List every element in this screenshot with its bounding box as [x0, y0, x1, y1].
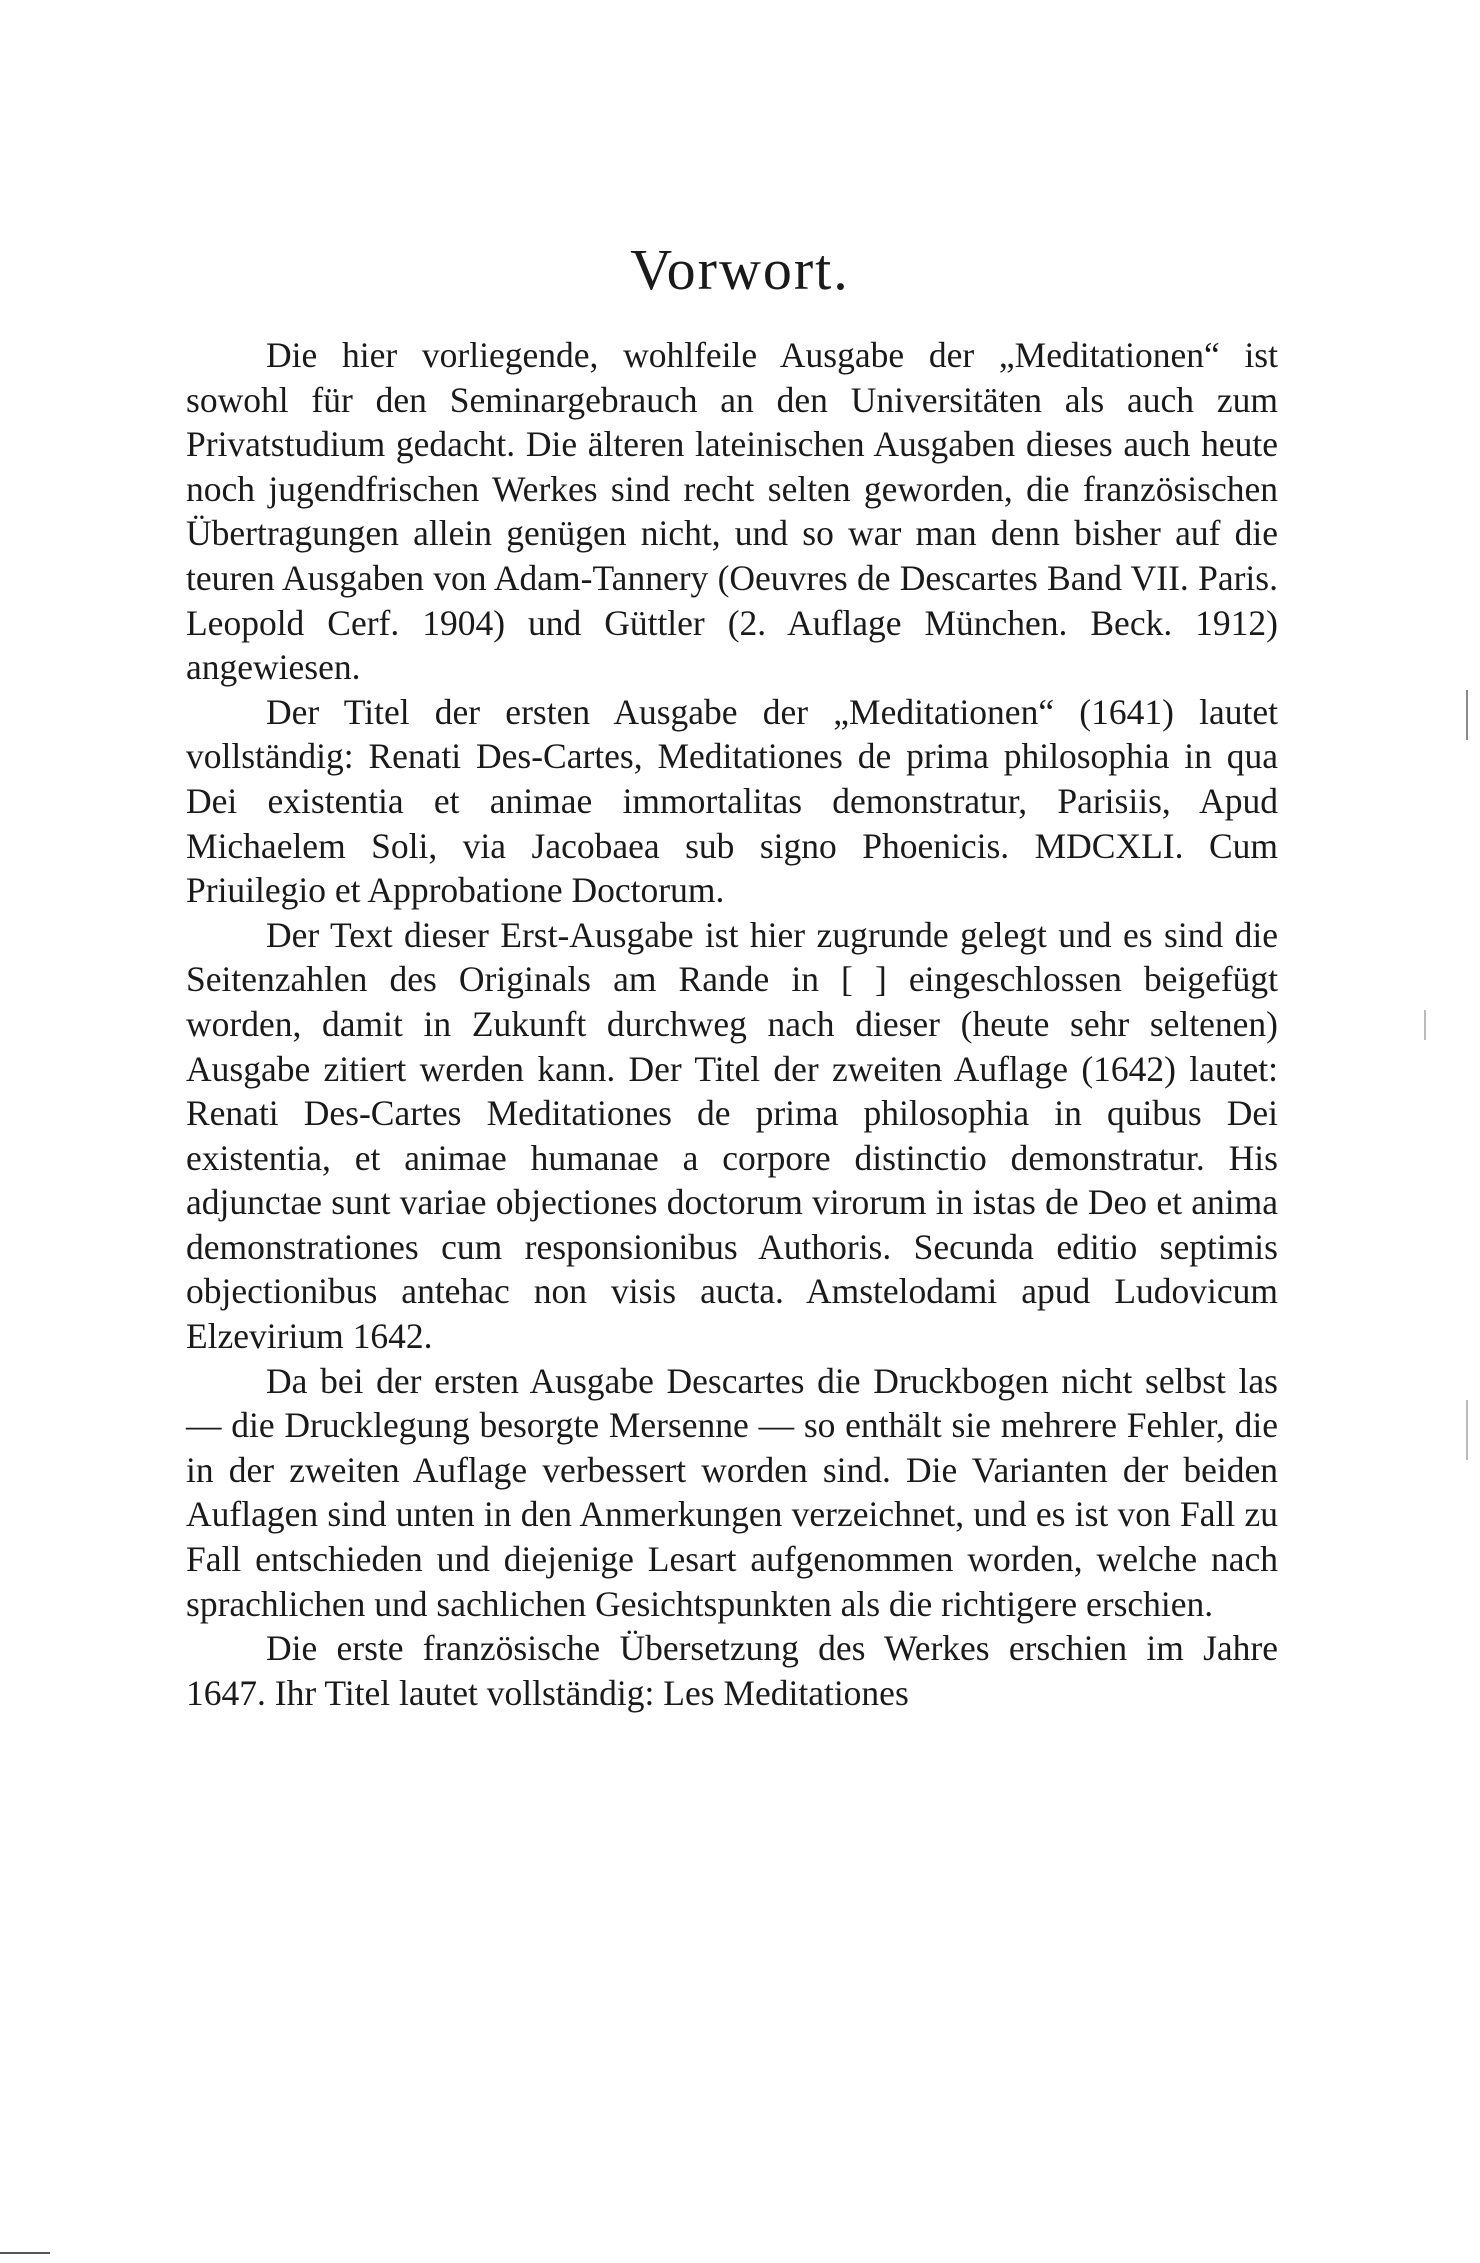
scan-margin-mark [1466, 1400, 1468, 1460]
paragraph-2: Der Titel der ersten Ausgabe der „Meditationen“ (1641) lautet vollständig: Renati Des-Cartes, Meditationes de prima philosophia in qua Dei existentia et animae immortalitas demonstratur, Parisiis, Apud Michaelem Soli, via Jacobaea sub signo Phoenicis. MDCXLI. Cum Priuilegio et Approbatione Doctorum. [186, 691, 1278, 911]
paragraph-3: Der Text dieser Erst-Ausgabe ist hier zugrunde gelegt und es sind die Seitenzahlen des Originals am Rande in [ ] eingeschlossen beigefügt worden, damit in Zukunft durchweg nach dieser (heute sehr seltenen) Ausgabe zitiert werden kann. Der Titel der zweiten Auflage (1642) lautet: Renati Des-Cartes Meditationes de prima philosophia in quibus Dei existentia, et animae humanae a corpore distinctio demonstratur. His adjunctae sunt variae objectiones doctorum virorum in istas de Deo et anima demonstrationes cum responsionibus Authoris. Secunda editio septimis objectionibus antehac non visis aucta. Amstelodami apud Ludovicum Elzevirium 1642. [186, 914, 1278, 1357]
scan-margin-mark [1466, 690, 1468, 740]
page-title: Vorwort. [630, 237, 850, 302]
preface-body [186, 333, 1278, 1715]
paragraph-1: Die hier vorliegende, wohlfeile Ausgabe der „Meditationen“ ist sowohl für den Seminargebrauch an den Universitäten als auch zum Privatstudium gedacht. Die älteren lateinischen Ausgaben dieses auch heute noch jugendfrischen Werkes sind recht selten geworden, die französischen Übertragungen allein genügen nicht, und so war man denn bisher auf die teuren Ausgaben von Adam-Tannery (Oeuvres de Descartes Band VII. Paris. Leopold Cerf. 1904) und Güttler (2. Auflage München. Beck. 1912) angewiesen. [186, 335, 1278, 688]
paragraph-5: Die erste französische Übersetzung des Werkes erschien im Jahre 1647. Ihr Titel lautet vollständig: Les Meditationes [186, 1628, 1278, 1713]
scan-corner-mark [0, 2252, 50, 2254]
paragraph-4: Da bei der ersten Ausgabe Descartes die Druckbogen nicht selbst las — die Drucklegung besorgte Mersenne — so enthält sie mehrere Fehler, die in der zweiten Auflage verbessert worden sind. Die Varianten der beiden Auflagen sind unten in den Anmerkungen verzeichnet, und es ist von Fall zu Fall entschieden und diejenige Lesart aufgenommen worden, welche nach sprachlichen und sachlichen Gesichtspunkten als die richtigere erschien. [186, 1360, 1278, 1624]
scan-margin-mark [1424, 1010, 1426, 1040]
